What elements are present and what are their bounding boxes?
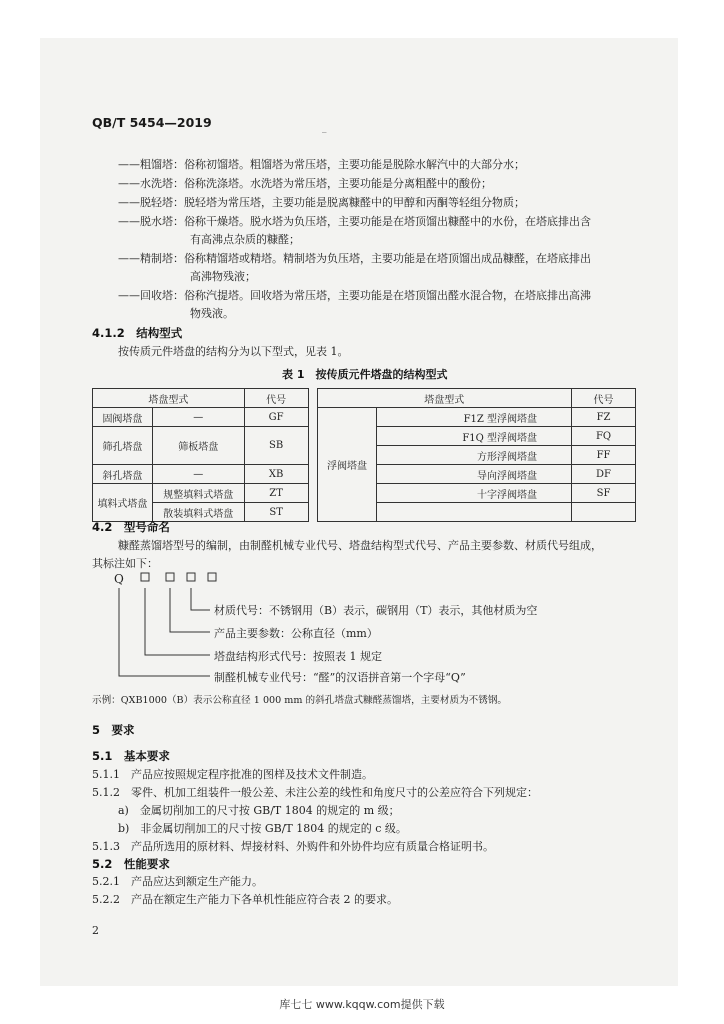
def-line-5: ——精制塔：俗称精馏塔或精塔。精制塔为负压塔，主要功能是在塔顶馏出成品糠醛，在塔底排出 [118,252,591,265]
item-5-2-1: 5.2.1 产品应达到额定生产能力。 [92,875,263,888]
item-5-1-2-b: b) 非金属切削加工的尺寸按 GB/T 1804 的规定的 c 级。 [118,822,407,835]
table-cell: 规整填料式塔盘 [152,484,244,503]
section-5-title: 5 要求 [92,723,135,737]
section-5-1-title: 5.1 基本要求 [92,749,170,763]
table-cell: 导向浮阀塔盘 [377,465,572,484]
naming-label-material: 材质代号：不锈钢用（B）表示，碳钢用（T）表示，其他材质为空 [214,604,538,617]
def-line-6: ——回收塔：俗称汽提塔。回收塔为常压塔，主要功能是在塔顶馏出醛水混合物，在塔底排出高沸 [118,289,591,302]
table-cell: F1Z 型浮阀塔盘 [377,408,572,427]
table-header-right-type: 塔盘型式 [317,389,572,408]
table-header-right-code: 代号 [572,389,636,408]
table-cell: GF [244,408,308,427]
placeholder-box-3 [187,573,195,581]
naming-label-industry: 制醛机械专业代号：“醛”的汉语拼音第一个字母“Q” [214,671,466,684]
footer-watermark-text[interactable]: 库七七 www.kqqw.com提供下载 [279,998,445,1011]
table-cell: FQ [572,427,636,446]
bracket-line-2 [145,588,210,655]
table-cell: SF [572,484,636,503]
table-cell [377,503,572,522]
table-cell: ST [244,503,308,522]
table-cell: FF [572,446,636,465]
table-cell: 方形浮阀塔盘 [377,446,572,465]
table-cell: FZ [572,408,636,427]
table-cell [572,503,636,522]
table-header-left-type: 塔盘型式 [93,389,245,408]
table-cell: — [152,465,244,484]
item-5-2-2: 5.2.2 产品在额定生产能力下各单机性能应符合表 2 的要求。 [92,893,398,906]
table-header-left-code: 代号 [244,389,308,408]
table-cell: 散装填料式塔盘 [152,503,244,522]
page-number: 2 [92,924,99,937]
table-cell: DF [572,465,636,484]
table-cell: 固阀塔盘 [93,408,153,427]
section-4-1-2-title: 4.1.2 结构型式 [92,326,183,340]
table-cell: 筛孔塔盘 [93,427,153,465]
def-line-3: ——脱轻塔：脱轻塔为常压塔，主要功能是脱离糠醛中的甲醇和丙酮等轻组分物质； [118,196,525,209]
naming-label-structure: 塔盘结构形式代号：按照表 1 规定 [214,650,382,663]
def-line-5-cont: 高沸物残液； [190,270,256,283]
item-5-1-2-a: a) 金属切削加工的尺寸按 GB/T 1804 的规定的 m 级； [118,804,400,817]
item-5-1-2: 5.1.2 零件、机加工组装件一般公差、未注公差的线性和角度尺寸的公差应符合下列规定： [92,786,538,799]
table-cell: 筛板塔盘 [152,427,244,465]
item-5-1-3: 5.1.3 产品所选用的原材料、焊接材料、外购件和外协件均应有质量合格证明书。 [92,840,494,853]
def-line-1: ——粗馏塔：俗称初馏塔。粗馏塔为常压塔，主要功能是脱除水解汽中的大部分水； [118,158,525,171]
placeholder-box-1 [141,573,149,581]
table-1-caption: 表 1 按传质元件塔盘的结构型式 [282,368,448,381]
placeholder-box-4 [208,573,216,581]
table-cell: XB [244,465,308,484]
page-mark: ‾ [322,132,327,142]
naming-label-param: 产品主要参数：公称直径（mm） [214,627,378,640]
table-cell: SB [244,427,308,465]
model-prefix-letter: Q [114,572,124,586]
placeholder-box-2 [166,573,174,581]
table-cell: ZT [244,484,308,503]
bracket-line-4 [191,588,210,610]
def-line-4-cont: 有高沸点杂质的糠醛； [190,233,300,246]
standard-code: QB/T 5454—2019 [92,115,212,130]
table-cell: 十字浮阀塔盘 [377,484,572,503]
table-1 [92,388,636,522]
section-4-2-text-1: 糠醛蒸馏塔型号的编制，由制醛机械专业代号、塔盘结构型式代号、产品主要参数、材质代号组成， [118,539,602,552]
naming-example: 示例：QXB1000（B）表示公称直径 1 000 mm 的斜孔塔盘式糠醛蒸馏塔，主要材质为不锈钢。 [92,695,508,706]
def-line-2: ——水洗塔：俗称洗涤塔。水洗塔为常压塔，主要功能是分离粗醛中的酸份； [118,177,492,190]
table-cell: 斜孔塔盘 [93,465,153,484]
table-cell: F1Q 型浮阀塔盘 [377,427,572,446]
section-4-2-title: 4.2 型号命名 [92,520,170,534]
section-5-2-title: 5.2 性能要求 [92,857,170,871]
table-cell-float-valve: 浮阀塔盘 [317,408,377,522]
def-line-6-cont: 物残液。 [190,307,234,320]
table-cell: — [152,408,244,427]
item-5-1-1: 5.1.1 产品应按照规定程序批准的图样及技术文件制造。 [92,768,373,781]
section-4-2-text-2: 其标注如下： [92,557,158,570]
section-4-1-2-text: 按传质元件塔盘的结构分为以下型式，见表 1。 [118,345,349,358]
table-cell: 填料式塔盘 [93,484,153,522]
def-line-4: ——脱水塔：俗称干燥塔。脱水塔为负压塔，主要功能是在塔顶馏出糠醛中的水份，在塔底排出含 [118,215,591,228]
